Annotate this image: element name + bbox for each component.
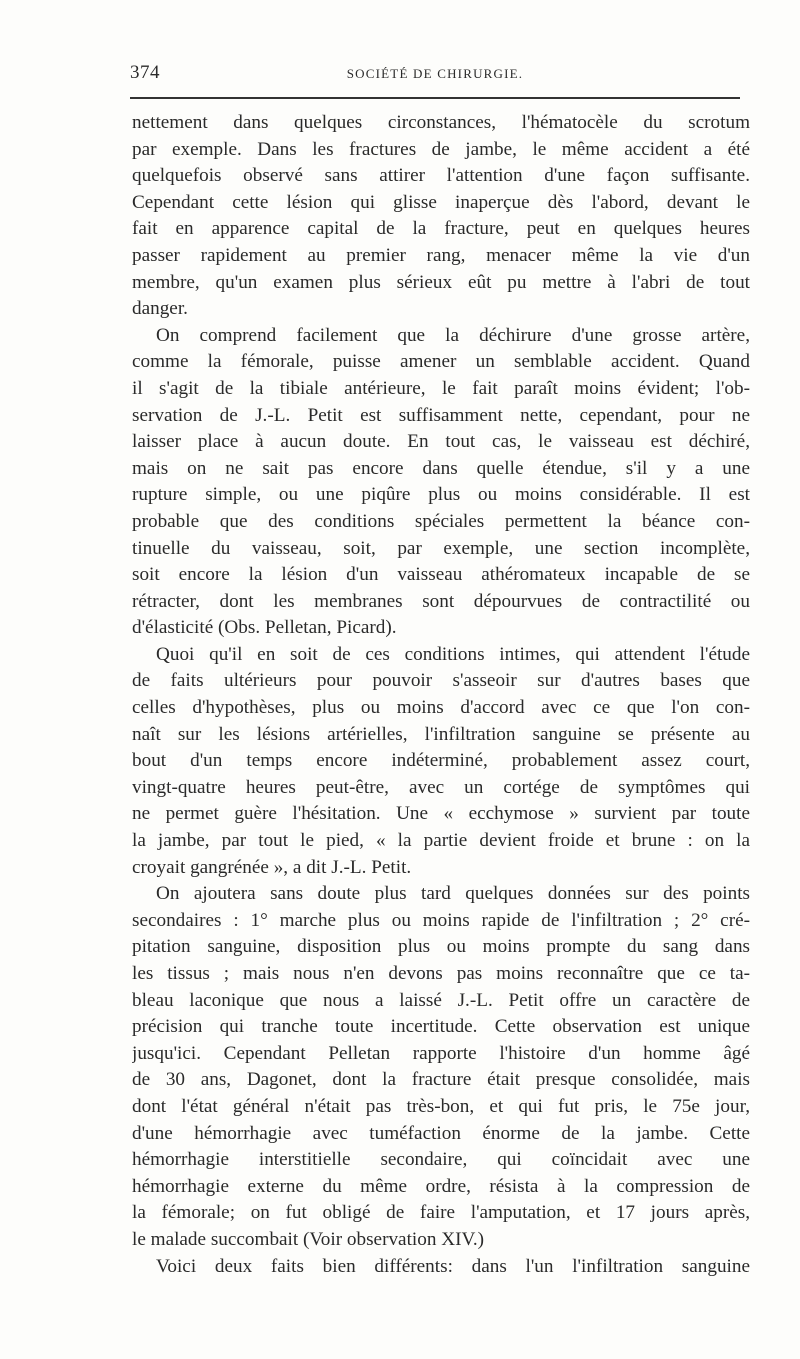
text-line: de 30 ans, Dagonet, dont la fracture était presque consolidée, mais	[132, 1069, 750, 1091]
text-line: croyait gangrénée », a dit J.-L. Petit.	[132, 856, 412, 878]
text-line: danger.	[132, 298, 188, 320]
text-line: le malade succombait (Voir observation XIV.)	[132, 1228, 485, 1250]
text-line: mais on ne sait pas encore dans quelle étendue, s'il y a une	[132, 457, 750, 479]
text-line: ne permet guère l'hésitation. Une « ecchymose » survient par toute	[132, 803, 750, 825]
text-line: Quoi qu'il en soit de ces conditions intimes, qui attendent l'étude	[156, 643, 750, 665]
text-line: passer rapidement au premier rang, menacer même la vie d'un	[132, 244, 750, 266]
text-line: membre, qu'un examen plus sérieux eût pu mettre à l'abri de tout	[132, 271, 750, 293]
text-line: hémorrhagie interstitielle secondaire, qui coïncidait avec une	[132, 1149, 750, 1171]
text-line: jusqu'ici. Cependant Pelletan rapporte l'histoire d'un homme âgé	[132, 1042, 750, 1064]
text-line: soit encore la lésion d'un vaisseau athéromateux incapable de se	[132, 564, 750, 586]
text-line: nettement dans quelques circonstances, l'hématocèle du scrotum	[132, 112, 750, 133]
text-line: rupture simple, ou une piqûre plus ou moins considérable. Il est	[132, 484, 750, 506]
text-line: naît sur les lésions artérielles, l'infiltration sanguine se présente au	[132, 723, 750, 745]
text-line: dont l'état général n'était pas très-bon, et qui fut pris, le 75e jour,	[132, 1095, 750, 1117]
text-line: fait en apparence capital de la fracture, peut en quelques heures	[132, 218, 750, 240]
text-line: pitation sanguine, disposition plus ou moins prompte du sang dans	[132, 936, 750, 958]
text-line: les tissus ; mais nous n'en devons pas moins reconnaître que ce ta-	[132, 963, 750, 984]
page-number: 374	[130, 62, 160, 83]
text-line: laisser place à aucun doute. En tout cas, le vaisseau est déchiré,	[132, 431, 750, 453]
text-line: hémorrhagie externe du même ordre, résista à la compression de	[132, 1175, 750, 1197]
text-line: tinuelle du vaisseau, soit, par exemple, une section incomplète,	[132, 537, 750, 559]
text-line: rétracter, dont les membranes sont dépourvues de contractilité ou	[132, 590, 750, 612]
text-line: probable que des conditions spéciales permettent la béance con-	[132, 510, 750, 532]
text-line: la jambe, par tout le pied, « la partie devient froide et brune : on la	[132, 830, 750, 852]
text-line: la fémorale; on fut obligé de faire l'amputation, et 17 jours après,	[132, 1202, 750, 1224]
text-line: par exemple. Dans les fractures de jambe, le même accident a été	[132, 138, 750, 160]
text-line: bleau laconique que nous a laissé J.-L. Petit offre un caractère de	[132, 989, 750, 1011]
text-line: On comprend facilement que la déchirure d'une grosse artère,	[156, 324, 750, 346]
text-line: vingt-quatre heures peut-être, avec un cortége de symptômes qui	[132, 776, 750, 798]
text-line: Cependant cette lésion qui glisse inaperçue dès l'abord, devant le	[132, 191, 750, 213]
text-line: comme la fémorale, puisse amener un semblable accident. Quand	[132, 351, 750, 373]
text-line: Voici deux faits bien différents: dans l'un l'infiltration sanguine	[156, 1255, 750, 1277]
text-line: secondaires : 1° marche plus ou moins rapide de l'infiltration ; 2° cré-	[132, 909, 750, 931]
text-line: de faits ultérieurs pour pouvoir s'asseoir sur d'autres bases que	[132, 670, 750, 692]
running-head	[130, 62, 740, 84]
text-line: d'élasticité (Obs. Pelletan, Picard).	[132, 617, 397, 639]
body-text	[132, 110, 750, 1280]
header-rule	[130, 97, 740, 99]
text-line: précision qui tranche toute incertitude. Cette observation est unique	[132, 1016, 750, 1038]
text-line: servation de J.-L. Petit est suffisamment nette, cependant, pour ne	[132, 404, 750, 426]
text-line: d'une hémorrhagie avec tuméfaction énorme de la jambe. Cette	[132, 1122, 750, 1144]
running-title: SOCIÉTÉ DE CHIRURGIE.	[346, 66, 524, 81]
text-line: bout d'un temps encore indéterminé, probablement assez court,	[132, 750, 750, 772]
text-line: il s'agit de la tibiale antérieure, le fait paraît moins évident; l'ob-	[132, 377, 750, 399]
text-line: quelquefois observé sans attirer l'attention d'une façon suffisante.	[132, 165, 750, 187]
text-line: celles d'hypothèses, plus ou moins d'accord avec ce que l'on con-	[132, 697, 750, 719]
text-line: On ajoutera sans doute plus tard quelques données sur des points	[156, 883, 750, 905]
